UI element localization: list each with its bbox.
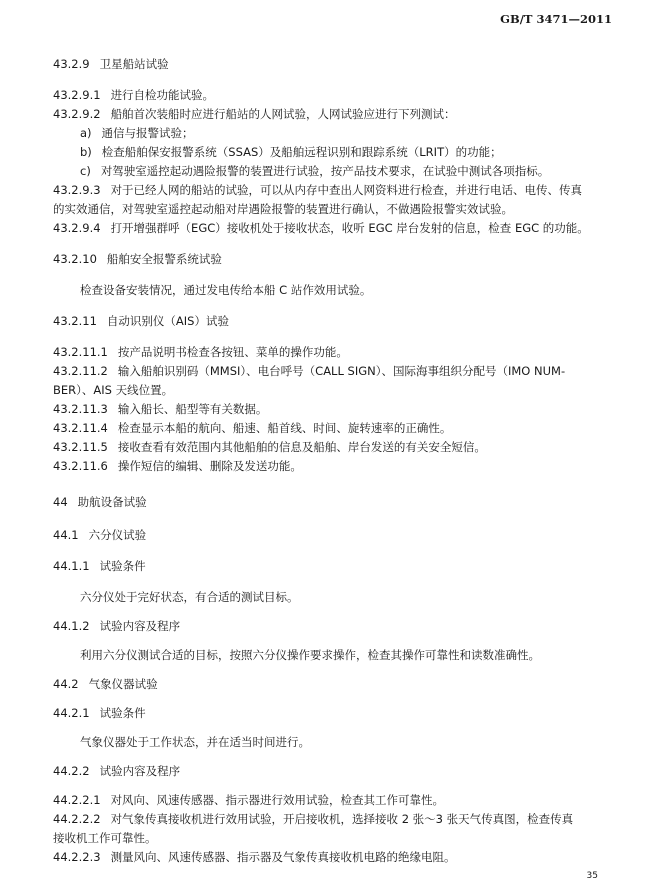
clause-number: 43.2.11.4	[53, 421, 108, 435]
clause-number: 43.2.11.2	[53, 364, 108, 378]
list-marker: c)	[80, 164, 91, 178]
clause-text: 打开增强群呼（EGC）接收机处于接收状态，收听 EGC 岸台发射的信息，检查 EGC 的功能。	[110, 221, 589, 235]
clause-44-2-1	[53, 705, 146, 721]
clause-text: BER）、AIS 天线位置。	[53, 383, 174, 397]
clause-44-1-1	[53, 558, 146, 574]
chapter-44	[53, 494, 147, 510]
paragraph-44-2-1	[80, 734, 310, 750]
clause-number: 44.1.1	[53, 559, 90, 573]
clause-number: 43.2.11.6	[53, 459, 108, 473]
clause-text: 对于已经人网的船站的试验，可以从内存中查出人网资料进行检查，并进行电话、电传、传真	[110, 183, 583, 197]
clause-number: 43.2.11	[53, 314, 97, 328]
list-item-a	[80, 125, 194, 141]
clause-number: 43.2.11.1	[53, 345, 108, 359]
clause-44-2	[53, 676, 158, 692]
clause-number: 44.2.2	[53, 764, 90, 778]
clause-text: 卫星船站试验	[99, 57, 169, 71]
clause-43-2-11-2-cont	[53, 382, 173, 398]
clause-number: 43.2.10	[53, 252, 97, 266]
clause-text: 接收查看有效范围内其他船舶的信息及船舶、岸台发送的有关安全短信。	[117, 440, 486, 454]
clause-text: 船舶安全报警系统试验	[106, 252, 222, 266]
clause-text: 按产品说明书检查各按钮、菜单的操作功能。	[117, 345, 348, 359]
clause-text: 的实效通信，对驾驶室遥控起动船对岸遇险报警的装置进行确认，不做遇险报警实效试验。	[53, 202, 513, 216]
paragraph-44-1-1	[80, 589, 299, 605]
standard-number: GB/T 3471—2011	[500, 12, 612, 26]
clause-number: 44.2.2.1	[53, 793, 101, 807]
clause-44-1	[53, 527, 146, 543]
clause-text: 船舶首次装船时应进行船站的人网试验，人网试验应进行下列测试：	[110, 107, 456, 121]
clause-text: 测量风向、风速传感器、指示器及气象传真接收机电路的绝缘电阻。	[110, 850, 456, 864]
clause-number: 43.2.9.1	[53, 88, 101, 102]
clause-text: 对风向、风速传感器、指示器进行效用试验，检查其工作可靠性。	[110, 793, 445, 807]
clause-44-2-2-2	[53, 811, 573, 827]
clause-text: 试验内容及程序	[99, 764, 181, 778]
list-text: 对驾驶室遥控起动遇险报警的装置进行试验，按产品技术要求，在试验中测试各项指标。	[100, 164, 550, 178]
clause-text: 输入船长、船型等有关数据。	[117, 402, 268, 416]
clause-text: 接收机工作可靠性。	[53, 831, 157, 845]
clause-text: 试验内容及程序	[99, 619, 181, 633]
clause-text: 试验条件	[99, 706, 146, 720]
list-text: 检查船舶保安报警系统（SSAS）及船舶远程识别和跟踪系统（LRIT）的功能；	[101, 145, 502, 159]
clause-43-2-9-3	[53, 182, 582, 198]
clause-number: 44.2.2.3	[53, 850, 101, 864]
clause-number: 43.2.11.5	[53, 440, 108, 454]
clause-number: 43.2.11.3	[53, 402, 108, 416]
clause-43-2-11-6	[53, 458, 302, 474]
clause-number: 44.1	[53, 528, 79, 542]
clause-text: 进行自检功能试验。	[110, 88, 215, 102]
list-item-b	[80, 144, 502, 160]
clause-number: 44.2.2.2	[53, 812, 101, 826]
clause-44-1-2	[53, 618, 180, 634]
clause-43-2-11-5	[53, 439, 486, 455]
paragraph-text: 利用六分仪测试合适的目标，按照六分仪操作要求操作，检查其操作可靠性和读数准确性。	[80, 648, 540, 662]
clause-text: 自动识别仪（AIS）试验	[106, 314, 229, 328]
clause-43-2-11-4	[53, 420, 451, 436]
clause-43-2-9	[53, 56, 169, 72]
clause-number: 44.2	[53, 677, 79, 691]
clause-43-2-9-2	[53, 106, 456, 122]
paragraph-44-1-2	[80, 647, 540, 663]
clause-43-2-9-3-cont	[53, 201, 513, 217]
list-text: 通信与报警试验；	[101, 126, 194, 140]
clause-number: 44.2.1	[53, 706, 90, 720]
list-item-c	[80, 163, 549, 179]
paragraph-text: 六分仪处于完好状态，有合适的测试目标。	[80, 590, 299, 604]
page-number: 35	[586, 871, 598, 881]
clause-number: 44	[53, 495, 68, 509]
clause-text: 气象仪器试验	[88, 677, 158, 691]
clause-text: 操作短信的编辑、删除及发送功能。	[117, 459, 302, 473]
clause-number: 44.1.2	[53, 619, 90, 633]
clause-43-2-11-3	[53, 401, 267, 417]
clause-43-2-10	[53, 251, 222, 267]
clause-number: 43.2.9.2	[53, 107, 101, 121]
clause-text: 对气象传真接收机进行效用试验，开启接收机，选择接收 2 张～3 张天气传真图，检查传真	[110, 812, 574, 826]
clause-number: 43.2.9.4	[53, 221, 101, 235]
clause-44-2-2-3	[53, 849, 456, 865]
clause-text: 检查显示本船的航向、船速、船首线、时间、旋转速率的正确性。	[117, 421, 452, 435]
list-marker: b)	[80, 145, 92, 159]
paragraph-text: 检查设备安装情况，通过发电传给本船 C 站作效用试验。	[80, 283, 372, 297]
clause-43-2-11-2	[53, 363, 565, 379]
clause-text: 六分仪试验	[88, 528, 147, 542]
paragraph-43-2-10	[80, 282, 371, 298]
clause-43-2-9-4	[53, 220, 589, 236]
clause-text: 试验条件	[99, 559, 146, 573]
clause-number: 43.2.9	[53, 57, 90, 71]
clause-43-2-11	[53, 313, 229, 329]
clause-number: 43.2.9.3	[53, 183, 101, 197]
clause-text: 助航设备试验	[77, 495, 147, 509]
clause-44-2-2-1	[53, 792, 444, 808]
clause-44-2-2	[53, 763, 180, 779]
clause-43-2-11-1	[53, 344, 348, 360]
clause-43-2-9-1	[53, 87, 214, 103]
list-marker: a)	[80, 126, 92, 140]
clause-44-2-2-2-cont	[53, 830, 157, 846]
paragraph-text: 气象仪器处于工作状态，并在适当时间进行。	[80, 735, 310, 749]
clause-text: 输入船舶识别码（MMSI）、电台呼号（CALL SIGN）、国际海事组织分配号（IMO NUM-	[117, 364, 566, 378]
